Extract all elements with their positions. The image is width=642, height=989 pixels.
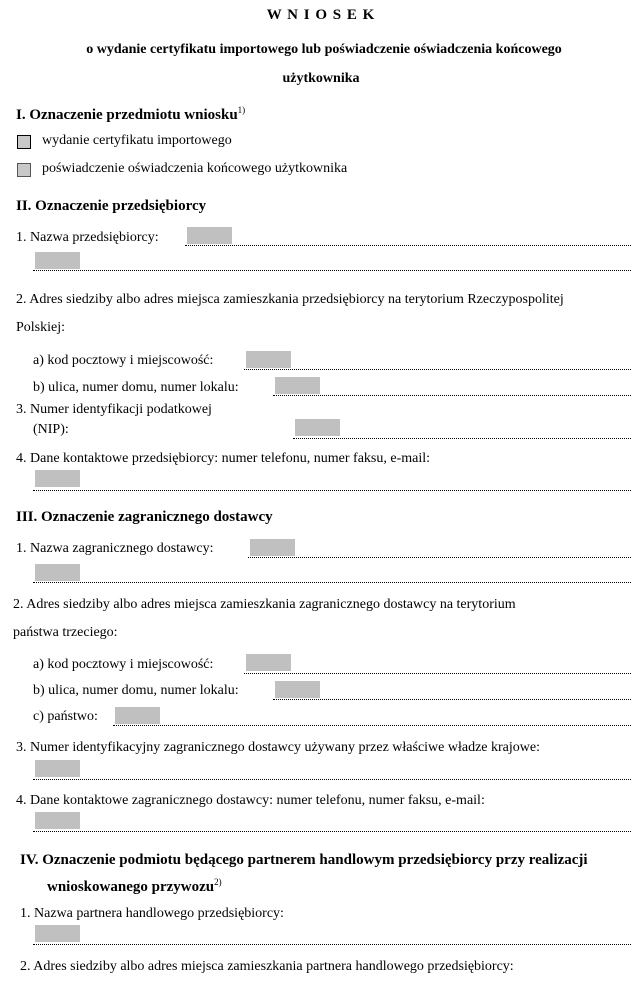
- company-postcode-city-input[interactable]: [246, 351, 291, 368]
- company-street-label: b) ulica, numer domu, numer lokalu:: [33, 380, 239, 395]
- supplier-country-line: [113, 725, 631, 726]
- checkbox-import-certificate[interactable]: [17, 135, 31, 149]
- company-street-input[interactable]: [275, 377, 320, 394]
- supplier-contact-input[interactable]: [35, 812, 80, 829]
- supplier-postcode-city-input[interactable]: [246, 654, 291, 671]
- option-import-certificate-label: wydanie certyfikatu importowego: [42, 133, 232, 148]
- company-postcode-city-label: a) kod pocztowy i miejscowość:: [33, 353, 214, 368]
- checkbox-end-user-statement[interactable]: [17, 163, 31, 177]
- company-contact-input[interactable]: [35, 470, 80, 487]
- supplier-name-line-2: [33, 582, 631, 583]
- partner-address-label: 2. Adres siedziby albo adres miejsca zamieszkania partnera handlowego przedsiębiorcy:: [20, 959, 514, 974]
- supplier-id-input[interactable]: [35, 760, 80, 777]
- supplier-id-line: [33, 779, 631, 780]
- company-nip-input[interactable]: [295, 419, 340, 436]
- company-name-input[interactable]: [187, 227, 232, 244]
- section-1-heading: I. Oznaczenie przedmiotu wniosku$^{1)}$: [16, 105, 246, 123]
- company-name-input-2[interactable]: [35, 252, 80, 269]
- footnote-1: 1): [237, 105, 246, 115]
- supplier-address-label-line1: 2. Adres siedziby albo adres miejsca zamieszkania zagranicznego dostawcy na terytorium: [13, 597, 516, 612]
- supplier-contact-label: 4. Dane kontaktowe zagranicznego dostawcy: numer telefonu, numer faksu, e-mail:: [16, 793, 485, 808]
- option-end-user-statement-label: poświadczenie oświadczenia końcowego użytkownika: [42, 161, 348, 176]
- supplier-street-label: b) ulica, numer domu, numer lokalu:: [33, 683, 239, 698]
- company-nip-label-line1: 3. Numer identyfikacji podatkowej: [16, 402, 212, 417]
- supplier-contact-line: [33, 831, 631, 832]
- company-nip-label-line2: (NIP):: [33, 422, 69, 437]
- partner-name-input[interactable]: [35, 925, 80, 942]
- supplier-id-label: 3. Numer identyfikacyjny zagranicznego dostawcy używany przez właściwe władze krajowe:: [16, 740, 541, 755]
- company-address-label-line2: Polskiej:: [16, 320, 66, 335]
- supplier-address-label-line2: państwa trzeciego:: [13, 625, 118, 640]
- company-name-line-2: [33, 270, 631, 271]
- supplier-country-label: c) państwo:: [33, 709, 98, 724]
- partner-name-line: [33, 944, 631, 945]
- supplier-postcode-city-label: a) kod pocztowy i miejscowość:: [33, 657, 214, 672]
- section-2-heading: II. Oznaczenie przedsiębiorcy: [16, 198, 207, 214]
- supplier-name-label: 1. Nazwa zagranicznego dostawcy:: [16, 541, 214, 556]
- form-subtitle-line1: o wydanie certyfikatu importowego lub poświadczenie oświadczenia końcowego: [86, 42, 562, 57]
- company-postcode-city-line: [244, 369, 631, 370]
- supplier-name-line: [248, 557, 631, 558]
- section-4-heading-line1: IV. Oznaczenie podmiotu będącego partnerem handlowym przedsiębiorcy przy realizacji: [20, 852, 588, 868]
- company-name-line: [185, 245, 631, 246]
- section-4-heading-line2: wnioskowanego przywozu$^{2)}$: [47, 877, 222, 895]
- supplier-name-input-2[interactable]: [35, 564, 80, 581]
- form-title: W N I O S E K: [266, 7, 376, 23]
- company-contact-line: [33, 490, 631, 491]
- supplier-postcode-city-line: [244, 673, 631, 674]
- company-address-label-line1: 2. Adres siedziby albo adres miejsca zamieszkania przedsiębiorcy na terytorium Rzeczypospolitej: [16, 292, 564, 307]
- supplier-name-input[interactable]: [250, 539, 295, 556]
- company-contact-label: 4. Dane kontaktowe przedsiębiorcy: numer telefonu, numer faksu, e-mail:: [16, 451, 431, 466]
- supplier-street-input[interactable]: [275, 681, 320, 698]
- partner-name-label: 1. Nazwa partnera handlowego przedsiębiorcy:: [20, 906, 284, 921]
- company-nip-line: [293, 438, 631, 439]
- supplier-country-input[interactable]: [115, 707, 160, 724]
- supplier-street-line: [273, 699, 631, 700]
- section-3-heading: III. Oznaczenie zagranicznego dostawcy: [16, 509, 273, 525]
- company-name-label: 1. Nazwa przedsiębiorcy:: [16, 230, 159, 245]
- footnote-2: 2): [214, 877, 222, 887]
- company-street-line: [273, 395, 631, 396]
- form-subtitle-line2: użytkownika: [282, 71, 360, 86]
